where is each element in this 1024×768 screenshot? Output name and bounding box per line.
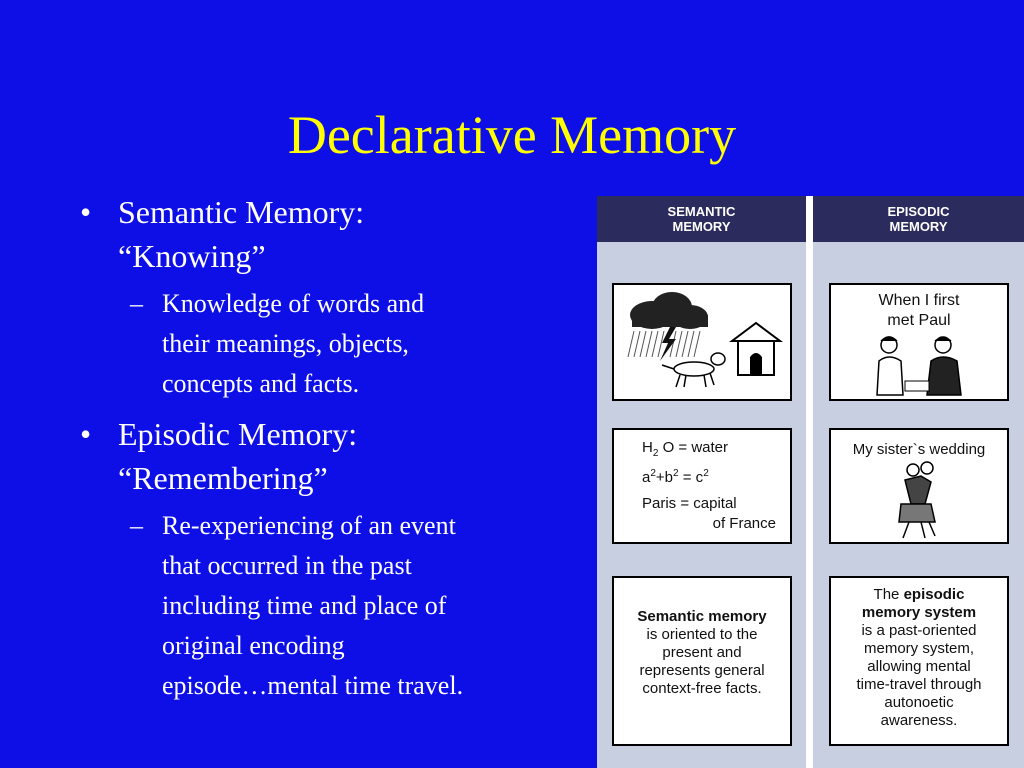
sub-bullet-line: their meanings, objects, xyxy=(162,329,409,358)
dog-icon xyxy=(662,353,725,387)
semantic-description-panel xyxy=(612,576,792,746)
bullet-text: “Remembering” xyxy=(118,460,328,496)
sub-bullet-line: Knowledge of words and xyxy=(162,289,425,318)
desc-line: is a past-oriented xyxy=(861,622,977,639)
episodic-illustration-panel-2 xyxy=(829,428,1009,544)
cloud-icon xyxy=(630,292,708,329)
fact-paris-2: of France xyxy=(712,515,776,532)
desc-line: represents general xyxy=(639,662,765,679)
formula-water: $H_2$ O = water xyxy=(642,439,729,459)
sub-bullet-line: including time and place of xyxy=(162,591,447,620)
semantic-illustration-panel xyxy=(612,283,792,401)
episodic-description-panel xyxy=(829,576,1009,746)
desc-heading: episodic xyxy=(903,586,965,603)
sub-bullet-line: episode…mental time travel. xyxy=(162,671,464,700)
bullet-text: Episodic Memory: xyxy=(118,416,358,452)
memory-comparison-figure xyxy=(597,196,1024,768)
desc-prefix: The xyxy=(873,586,900,603)
sub-bullet-line: concepts and facts. xyxy=(162,369,360,398)
doghouse-icon xyxy=(732,323,780,375)
storm-dog-doghouse-illustration xyxy=(614,285,790,399)
fact-paris: Paris = capital xyxy=(642,495,737,512)
sub-bullet-line: original encoding xyxy=(162,631,345,660)
lightning-icon xyxy=(660,327,676,361)
woman-icon xyxy=(877,337,903,395)
episodic-column-header: EPISODIC MEMORY xyxy=(813,196,1024,242)
sub-bullet-line: Re-experiencing of an event xyxy=(162,511,456,540)
paper-icon xyxy=(905,381,929,391)
desc-line: time-travel through xyxy=(856,676,982,693)
bullet-mark: • xyxy=(80,416,92,452)
dancing-couple-icon xyxy=(899,462,935,538)
desc-line: present and xyxy=(662,644,742,661)
semantic-column-header: SEMANTIC MEMORY xyxy=(597,196,806,242)
sub-bullet-line: that occurred in the past xyxy=(162,551,412,580)
dash-mark: – xyxy=(130,289,143,318)
desc-heading: Semantic memory xyxy=(637,608,767,625)
bullet-list xyxy=(80,190,570,714)
sub-bullet-episodic xyxy=(80,506,570,706)
caption-line: When I first xyxy=(878,292,960,309)
desc-line: memory system, xyxy=(863,640,974,657)
caption-line: met Paul xyxy=(887,312,951,329)
episodic-illustration-panel-1 xyxy=(829,283,1009,401)
bullet-episodic xyxy=(80,412,570,500)
desc-line: context-free facts. xyxy=(642,680,762,697)
dancing-couple-illustration xyxy=(831,460,1007,542)
bullet-mark: • xyxy=(80,194,92,230)
sub-bullet-semantic xyxy=(80,284,570,404)
man-icon xyxy=(927,337,961,395)
bullet-text: “Knowing” xyxy=(118,238,266,274)
slide-title: Declarative Memory xyxy=(287,105,737,165)
bullet-semantic xyxy=(80,190,570,278)
dash-mark: – xyxy=(130,511,143,540)
caption-line: My sister`s wedding xyxy=(852,441,986,458)
desc-line: is oriented to the xyxy=(646,626,758,643)
desc-line: allowing mental xyxy=(867,658,971,675)
formula-pythagoras: $a^2+b^2 = c^2$ xyxy=(642,468,709,486)
column-divider xyxy=(806,196,813,768)
bullet-text: Semantic Memory: xyxy=(118,194,365,230)
desc-line: autonoetic xyxy=(884,694,954,711)
semantic-facts-panel xyxy=(612,428,792,544)
meeting-people-illustration xyxy=(831,331,1007,397)
desc-line: awareness. xyxy=(880,712,958,729)
desc-heading: memory system xyxy=(861,604,977,621)
